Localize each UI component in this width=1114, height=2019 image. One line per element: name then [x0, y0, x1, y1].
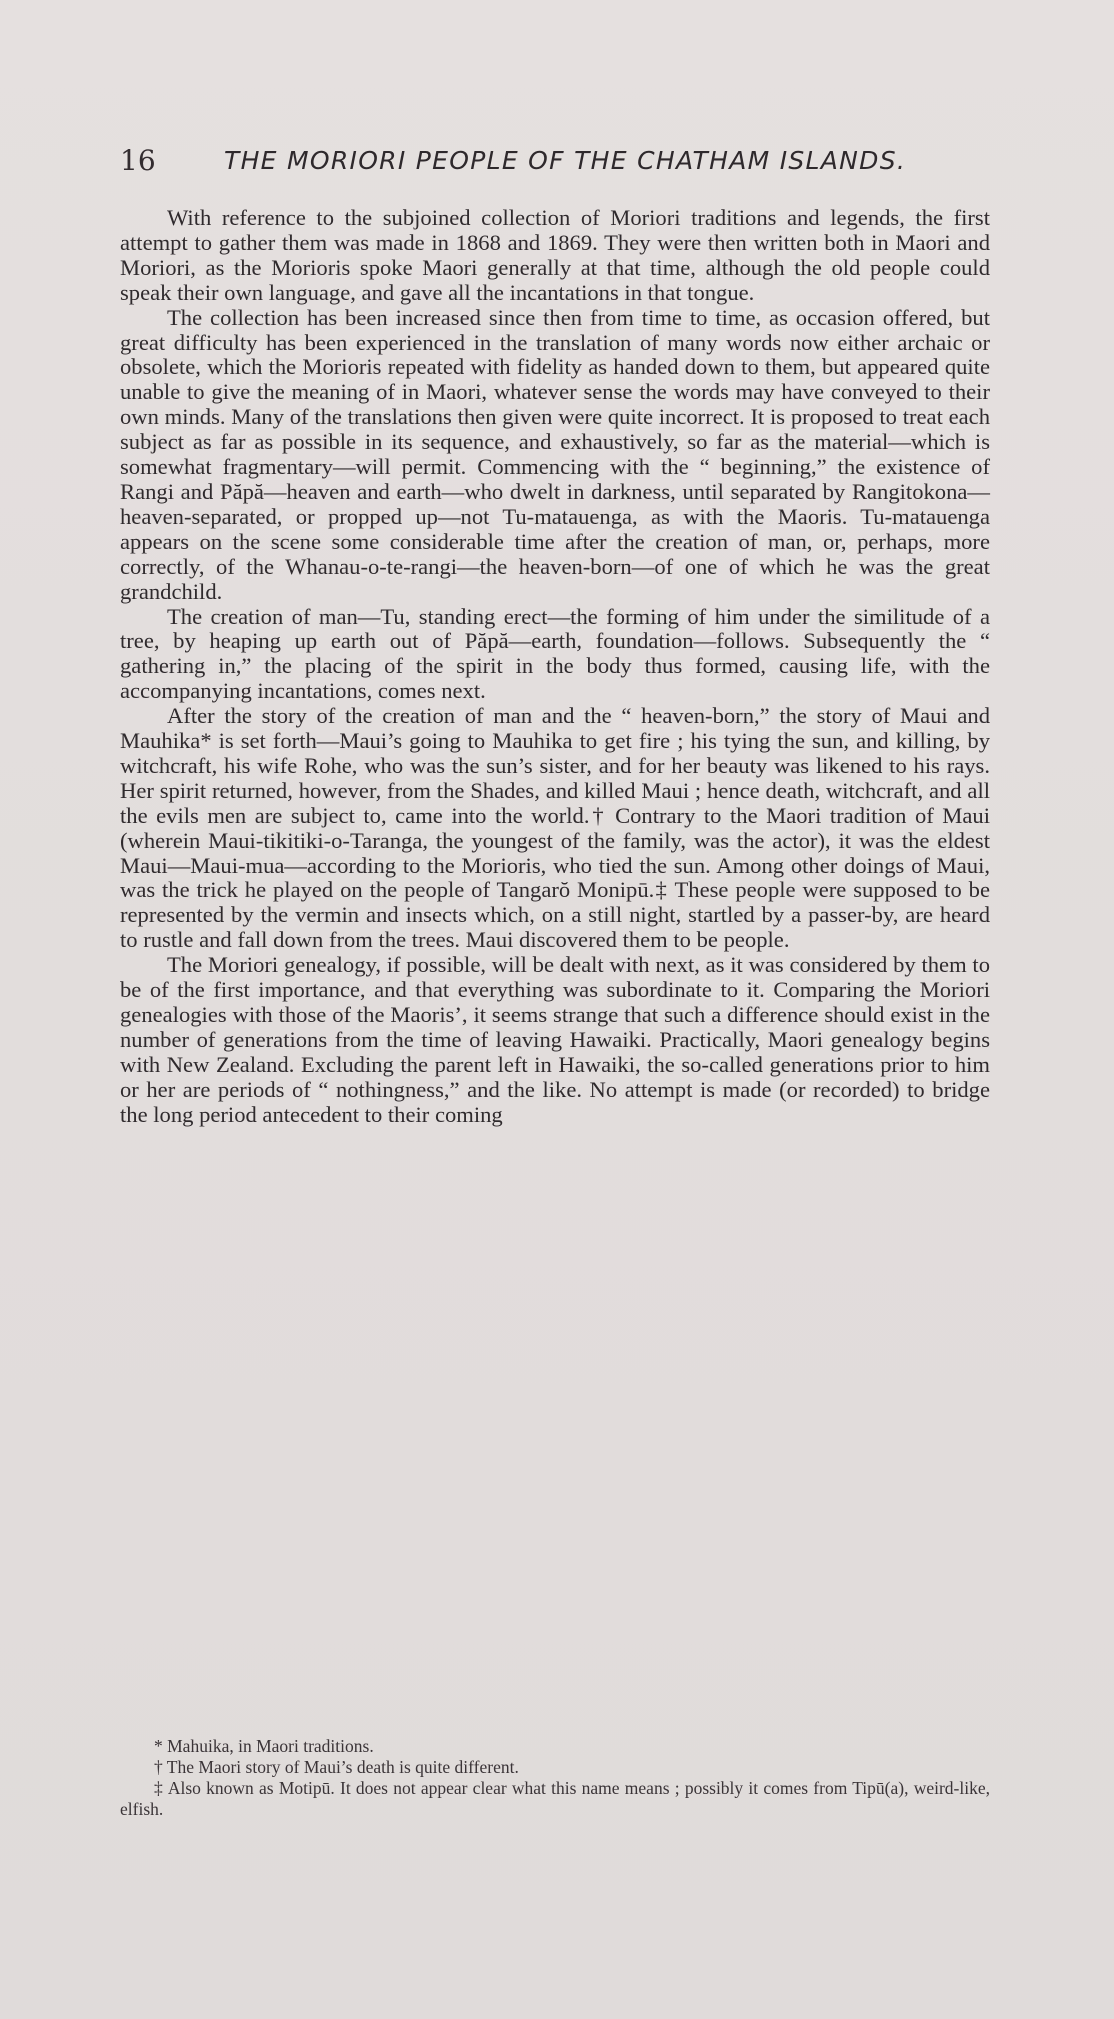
footnote: ‡ Also known as Motipū. It does not appear clear what this name means ; possibly it comes from Tipū(a), weird-like, elfish.	[120, 1778, 990, 1819]
footnote: * Mahuika, in Maori traditions.	[154, 1736, 374, 1756]
paragraph: The creation of man—Tu, standing erect—the forming of him under the similitude of a tree, by heaping up earth out of Păpă—earth, foundation—follows. Subsequently the “ gathering in,” the placing of the spirit in the body thus formed, causing life, with the accompanying incantations, comes next.	[120, 603, 990, 704]
paragraph: The Moriori genealogy, if possible, will be dealt with next, as it was considered by them to be of the first importance, and that everything was subordinate to it. Comparing the Moriori genealogies with those of the Maoris’, it seems strange that such a difference should exist in the number of generations from the time of leaving Hawaiki. Practically, Maori genealogy begins with New Zealand. Excluding the parent left in Hawaiki, the so-called generations prior to him or her are periods of “ nothingness,” and the like. No attempt is made (or recorded) to bridge the long period antecedent to their coming	[120, 952, 990, 1127]
running-title: THE MORIORI PEOPLE OF THE CHATHAM ISLANDS.	[224, 146, 907, 175]
paragraph: The collection has been increased since then from time to time, as occasion offered, but great difficulty has been experienced in the translation of many words now either archaic or obsolete, which the Morioris repeated with fidelity as handed down to them, but appeared quite unable to give the meaning of in Maori, whatever sense the words may have conveyed to their own minds. Many of the translations then given were quite incorrect. It is proposed to treat each subject as far as possible in its sequence, and exhaustively, so far as the material—which is somewhat fragmentary—will permit. Commencing with the “ beginning,” the existence of Rangi and Păpă—heaven and earth—who dwelt in darkness, until separated by Rangitokona—heaven-separated, or propped up—not Tu-matauenga, as with the Maoris. Tu-matauenga appears on the scene some considerable time after the creation of man, or, perhaps, more correctly, of the Whanau-o-te-rangi—the heaven-born—of one of which he was the great grandchild.	[120, 304, 990, 604]
paragraph: With reference to the subjoined collection of Moriori traditions and legends, the first attempt to gather them was made in 1868 and 1869. They were then written both in Maori and Moriori, as the Morioris spoke Maori generally at that time, although the old people could speak their own language, and gave all the incantations in that tongue.	[120, 205, 990, 305]
paragraph: After the story of the creation of man and the “ heaven-born,” the story of Maui and Mauhika* is set forth—Maui’s going to Mauhika to get fire ; his tying the sun, and killing, by witchcraft, his wife Rohe, who was the sun’s sister, and for her beauty was likened to his rays. Her spirit returned, however, from the Shades, and killed Maui ; hence death, witchcraft, and all the evils men are subject to, came into the world.† Contrary to the Maori tradition of Maui (wherein Maui-tikitiki-o-Taranga, the youngest of the family, was the actor), it was the eldest Maui—Maui-mua—according to the Morioris, who tied the sun. Among other doings of Maui, was the trick he played on the people of Tangarŏ Monipū.‡ These people were supposed to be represented by the vermin and insects which, on a still night, startled by a passer-by, are heard to rustle and fall down from the trees. Maui discovered them to be people.	[120, 703, 990, 953]
main-text	[120, 206, 990, 1128]
footnotes	[120, 1736, 990, 1820]
page-number: 16	[120, 144, 156, 177]
page-header	[120, 140, 907, 180]
footnote: † The Maori story of Maui’s death is quite different.	[154, 1757, 519, 1777]
